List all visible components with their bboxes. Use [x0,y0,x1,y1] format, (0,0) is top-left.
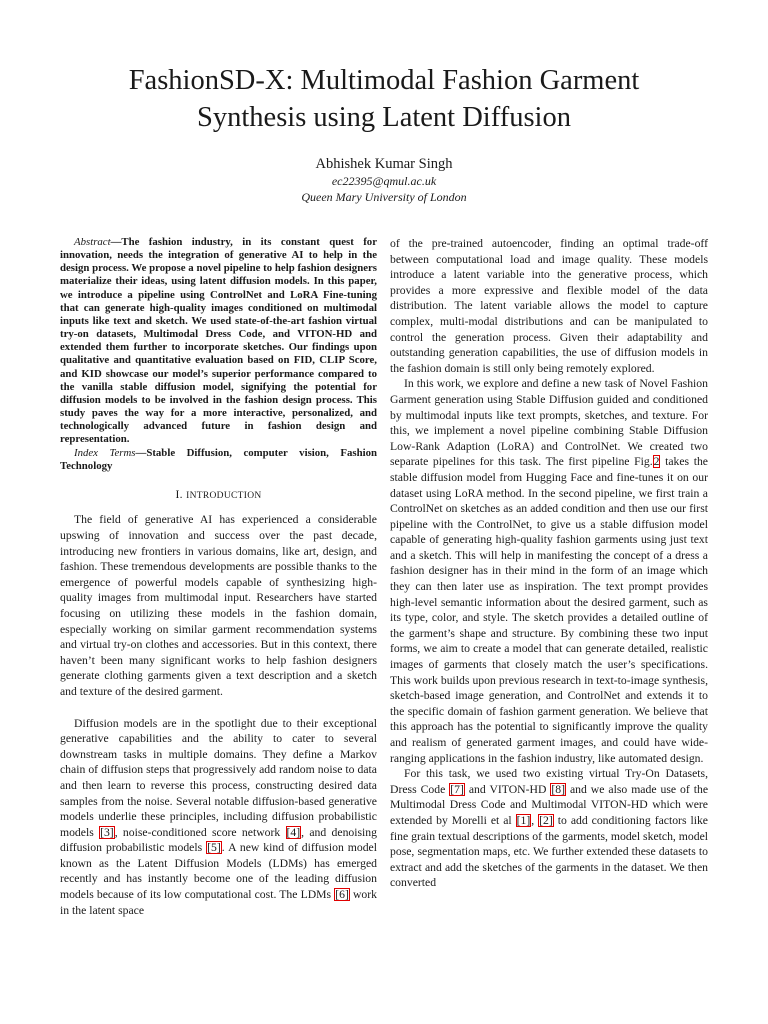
intro-paragraph-continued: of the pre-trained autoencoder, finding an optimal trade-off between computational load and image quality. These models introduce a latent variable into the generative process, which provides a more expressive and flexible model of the data distribution. The latent variable allows the model to capture complex, multi-modal distributions and can be manipulated to control the generation process. Given their adaptability and outstanding generation capabilities, the use of diffusion models in the fashion domain is still only being remotely explored. [390,237,708,375]
author-affiliation: Queen Mary University of London [301,190,467,204]
intro-paragraph-4 [390,766,708,891]
paragraph-text: takes the stable diffusion model from Hugging Face and fine-tunes it on our dataset using LoRA method. In the second pipeline, we first train a ControlNet on sketches as an added condition and then use our first pipeline with the ControlNet, to give us a stable diffusion model capable of generating high-quality fashion garments using just text and a sketch. This will help in manifesting the concept of a dress a fashion designer has in their mind in the form of an image which they can then later use as inspiration. The text prompt provides high-level semantic information about the desired garment, such as its type, color, and style. The sketch provides a detailed outline of the garment’s shape and structure. By combining these two input forms, we aim to create a model that can generate detailed, realistic images of garments that closely match the user’s specifications. This work builds upon previous research in text-to-image synthesis, sketch-based image generation, and ControlNet and extends it to the specific domain of fashion garment generation. We believe that this approach has the potential to significantly improve the quality and realism of generated garment images, and could have wide-ranging applications in the fashion industry, like automated design. [390,455,708,765]
paragraph-text: and we also made use of the Multimodal Dress Code and Multimodal VITON-HD which were extended by Morelli et al [390,782,709,827]
right-column [390,236,708,891]
citation-link-2[interactable]: [2] [539,813,553,827]
abstract [60,236,377,447]
citation-link-5[interactable]: [5] [207,841,221,855]
index-terms-text: —Stable Diffusion, computer vision, Fashion Technology [60,446,377,472]
paragraph-text: . A new kind of diffusion model known as the Latent Diffusion Models (LDMs) has emerged recently and has instantly become one of the leading diffusion models because of its low computational cost. The LDMs [60,841,377,902]
citation-link-8[interactable]: [8] [551,782,565,796]
paragraph-text: For this task, we used two existing virtual Try-On Datasets, Dress Code [390,767,708,796]
paragraph-text: In this work, we explore and define a new task of Novel Fashion Garment generation using Stable Diffusion guided and conditioned by multimodal inputs like text prompts, sketches, and texture. For this, we implement a novel pipeline combining Stable Diffusion Low-Rank Adaption (LoRA) and ControlNet. We created two separate pipelines for this task. The first pipeline Fig. [390,377,708,469]
citation-link-1[interactable]: [1] [516,813,531,827]
intro-paragraph-1: The field of generative AI has experienced a considerable upswing of innovation and success over the past decade, introducing new frontiers in various domains, like art, design, and fashion. These tremendous developments are possible thanks to the emergence of powerful models capable of synthesizing high-quality images from multimodal input. Researchers have started focusing on utilizing these models in the fashion domain, especially working on similar garment recommendation systems and virtual try-on clothes and accessories. But in this context, there haven’t been many significant works to help fashion designers generate clothing garments given a text description and a sketch and texture of the desired garment. [60,513,377,698]
author-email: ec22395@qmul.ac.uk [331,174,437,188]
intro-paragraph-3 [390,376,708,766]
citation-link-7[interactable]: [7] [450,782,464,796]
index-terms [60,447,377,473]
title-line-1: FashionSD-X: Multimodal Fashion Garment [128,65,640,96]
section-heading-introduction [60,487,377,505]
abstract-text: —The fashion industry, in its constant quest for innovation, needs the integration of generative AI to help in the design process. We propose a novel pipeline to help fashion designers materialize their ideas, using latent diffusion models. In this paper, we introduce a pipeline using ControlNet and LoRA Fine-tuning that can generate high-quality images conditioned on multimodal inputs like text and sketch. We used state-of-the-art fashion virtual try-on datasets, Multimodal Dress Code, and VITON-HD and extended them further to incorporate sketches. Our findings upon qualitative and quantitative evaluation based on FID, CLIP Score, and KID showcase our model’s superior performance compared to the vanilla stable diffusion model, signifying the potential for diffusion models to be involved in the fashion design process. This study paves the way for a more interactive, personalized, and technologically advanced future in fashion design and representation. [60,236,377,446]
paragraph-text: , [531,813,539,827]
left-column [60,236,377,918]
author-name: Abhishek Kumar Singh [315,156,453,172]
citation-link-4[interactable]: [4] [286,825,301,839]
section-number: I. [175,487,183,501]
paper-title [40,62,728,136]
paragraph-text: Diffusion models are in the spotlight due to their exceptional generative capabilities and the ability to cater to several downstream tasks in multiple domains. They define a Markov chain of diffusion steps that progressively add random noise to data and then learn to reverse this process, constructing desired data samples from the noise. Several notable diffusion-based generative models underlie these principles, including diffusion probabilistic models [60,716,377,839]
abstract-label: Abstract [74,236,111,248]
paragraph-text: and VITON-HD [464,782,551,796]
paragraph-text: to add conditioning factors like fine grain textual descriptions of the garments, model sketch, model pose, segmentation maps, etc. We further extended these datasets to extract and add the sketches of the garments in the dataset. We then converted [390,813,708,890]
title-line-2: Synthesis using Latent Diffusion [197,102,571,133]
figure-link-2[interactable]: 2 [653,455,660,469]
paragraph-text: , and denoising diffusion probabilistic models [60,825,377,855]
citation-link-6[interactable]: [6] [335,888,349,902]
paragraph-text: , noise-conditioned score network [114,825,286,839]
paragraph-text: work in the latent space [60,888,377,917]
intro-paragraph-2 [60,716,377,919]
index-terms-label: Index Terms [74,446,136,459]
section-name: INTRODUCTION [186,490,262,501]
citation-link-3[interactable]: [3] [100,825,114,839]
